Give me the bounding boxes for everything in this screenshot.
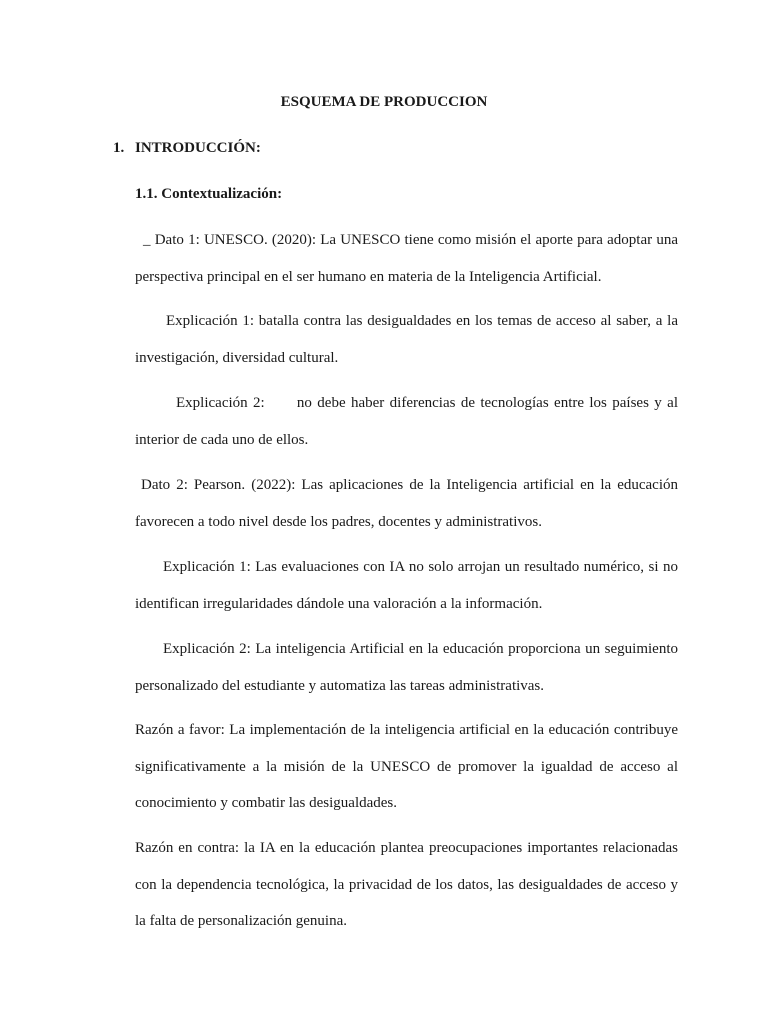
section-number: 1. xyxy=(113,140,125,156)
paragraph-dato-2: Dato 2: Pearson. (2022): Las aplicaciones de la Inteligencia artificial en la educación favorecen a todo nivel desde los padres, docentes y administrativos. xyxy=(135,477,678,530)
section-heading xyxy=(113,138,261,158)
subsection-heading: 1.1. Contextualización: xyxy=(135,186,283,202)
paragraph-dato-1-explicacion-2: Explicación 2: no debe haber diferencias de tecnologías entre los países y al interior de cada uno de ellos. xyxy=(135,395,682,448)
document-title: ESQUEMA DE PRODUCCION xyxy=(280,94,488,110)
paragraph-dato-1-explicacion-1: Explicación 1: batalla contra las desigualdades en los temas de acceso al saber, a la investigación, diversidad cultural. xyxy=(135,313,678,366)
paragraph-dato-2-explicacion-2: Explicación 2: La inteligencia Artificial en la educación proporciona un seguimiento personalizado del estudiante y automatiza las tareas administrativas. xyxy=(135,641,678,694)
paragraph-razon-en-contra: Razón en contra: la IA en la educación plantea preocupaciones importantes relacionadas con la dependencia tecnológica, la privacidad de los datos, las desigualdades de acceso y la falta de personalización genuina. xyxy=(135,840,678,929)
paragraph-razon-a-favor: Razón a favor: La implementación de la inteligencia artificial en la educación contribuye significativamente a la misión de la UNESCO de promover la igualdad de acceso al conocimiento y combatir las desigualdades. xyxy=(135,722,678,811)
paragraph-dato-1: _ Dato 1: UNESCO. (2020): La UNESCO tiene como misión el aporte para adoptar una perspectiva principal en el ser humano en materia de la Inteligencia Artificial. xyxy=(135,232,678,285)
section-title: INTRODUCCIÓN: xyxy=(135,140,261,156)
paragraph-dato-2-explicacion-1: Explicación 1: Las evaluaciones con IA no solo arrojan un resultado numérico, si no identifican irregularidades dándole una valoración a la información. xyxy=(135,559,678,612)
